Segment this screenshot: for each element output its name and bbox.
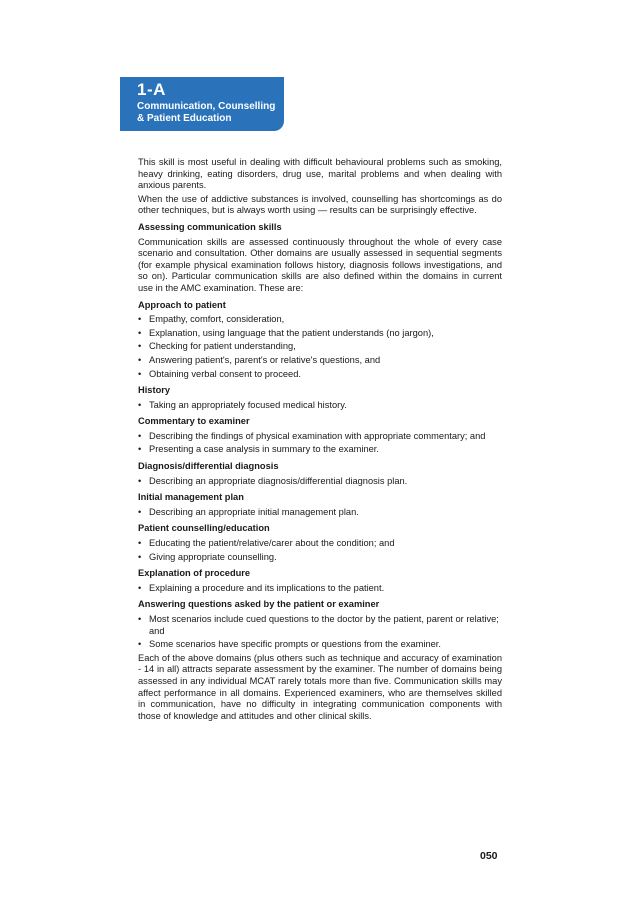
list-item-text: Presenting a case analysis in summary to the examiner. — [149, 444, 379, 455]
list-item-text: Answering patient's, parent's or relative's questions, and — [149, 354, 381, 365]
bullet-list — [138, 614, 502, 651]
bullet-icon: • — [138, 506, 142, 517]
bullet-icon: • — [138, 614, 142, 624]
list-item — [138, 369, 502, 381]
list-item-text: Describing the findings of physical examination with appropriate commentary; and — [149, 430, 486, 441]
domain-sections — [138, 300, 502, 651]
chapter-header — [120, 77, 284, 131]
list-item — [138, 639, 502, 651]
list-item-text: Giving appropriate counselling. — [149, 551, 277, 562]
list-item — [138, 614, 502, 637]
list-item — [138, 431, 502, 443]
bullet-icon: • — [138, 430, 142, 441]
list-item-text: Taking an appropriately focused medical history. — [149, 399, 347, 410]
chapter-title-line1: Communication, Counselling — [137, 101, 276, 112]
list-item-text: Checking for patient understanding, — [149, 341, 296, 352]
list-item — [138, 400, 502, 412]
section-heading: History — [138, 385, 171, 396]
list-item — [138, 355, 502, 367]
bullet-icon: • — [138, 639, 142, 650]
list-item-text: Obtaining verbal consent to proceed. — [149, 368, 301, 379]
list-item — [138, 314, 502, 326]
bullet-list — [138, 314, 502, 380]
list-item — [138, 444, 502, 456]
bullet-list — [138, 400, 502, 412]
list-item-text: Some scenarios have specific prompts or questions from the examiner. — [149, 639, 441, 650]
list-item — [138, 476, 502, 488]
bullet-icon: • — [138, 341, 142, 352]
section-heading: Explanation of procedure — [138, 568, 251, 579]
section-heading: Approach to patient — [138, 299, 226, 310]
bullet-list — [138, 538, 502, 563]
section-heading: Diagnosis/differential diagnosis — [138, 461, 279, 472]
bullet-list — [138, 583, 502, 595]
list-item — [138, 538, 502, 550]
bullet-icon: • — [138, 582, 142, 593]
bullet-icon: • — [138, 314, 142, 325]
list-item-text: Explaining a procedure and its implications to the patient. — [149, 582, 385, 593]
list-item — [138, 328, 502, 340]
closing-paragraph: Each of the above domains (plus others such as technique and accuracy of examination - 14 in all) attracts separate assessment by the examiner. The number of domains being assessed in any individual MCAT rarely totals more than five. Communication skills may affect performance in all domains. Experienced examiners, who are themselves skilled in communication, have no difficulty in integrating communication components with those of knowledge and attitudes and other clinical skills. — [138, 652, 502, 721]
bullet-icon: • — [138, 538, 142, 549]
bullet-icon: • — [138, 551, 142, 562]
intro-paragraph-1: This skill is most useful in dealing with difficult behavioural problems such as smoking, heavy drinking, eating disorders, drug use, marital problems and when dealing with anxious parents. — [138, 157, 502, 191]
intro-paragraph-2: When the use of addictive substances is involved, counselling has shortcomings as do other techniques, but is always worth using — results can be surprisingly effective. — [138, 193, 502, 216]
list-item-text: Educating the patient/relative/carer about the condition; and — [149, 538, 395, 549]
list-item-text: Describing an appropriate diagnosis/differential diagnosis plan. — [149, 475, 408, 486]
list-item — [138, 341, 502, 353]
section-heading: Commentary to examiner — [138, 416, 250, 427]
page-content — [138, 157, 502, 724]
assessing-paragraph: Communication skills are assessed continuously throughout the whole of every case scenario and consultation. Other domains are usually assessed in sequential segments (for example physical examination follows history, diagnosis follows investigations, and so on). Particular communication skills are also defined within the domains in current use in the AMC examination. These are: — [138, 236, 502, 293]
page-number: 050 — [480, 850, 498, 862]
list-item-text: Empathy, comfort, consideration, — [149, 314, 285, 325]
list-item — [138, 552, 502, 564]
bullet-icon: • — [138, 399, 142, 410]
assessing-heading: Assessing communication skills — [138, 221, 282, 232]
list-item-text: Most scenarios include cued questions to the doctor by the patient, parent or relative; and — [149, 614, 499, 636]
bullet-list — [138, 431, 502, 456]
bullet-icon: • — [138, 444, 142, 455]
list-item — [138, 583, 502, 595]
bullet-list — [138, 476, 502, 488]
list-item — [138, 507, 502, 519]
section-heading: Initial management plan — [138, 492, 244, 503]
bullet-icon: • — [138, 475, 142, 486]
bullet-icon: • — [138, 368, 142, 379]
bullet-icon: • — [138, 327, 142, 338]
bullet-icon: • — [138, 354, 142, 365]
list-item-text: Explanation, using language that the patient understands (no jargon), — [149, 327, 434, 338]
bullet-list — [138, 507, 502, 519]
section-heading: Patient counselling/education — [138, 523, 270, 534]
section-heading: Answering questions asked by the patient or examiner — [138, 599, 380, 610]
list-item-text: Describing an appropriate initial management plan. — [149, 506, 359, 517]
chapter-title-line2: & Patient Education — [137, 112, 232, 124]
chapter-code: 1-A — [137, 80, 166, 99]
